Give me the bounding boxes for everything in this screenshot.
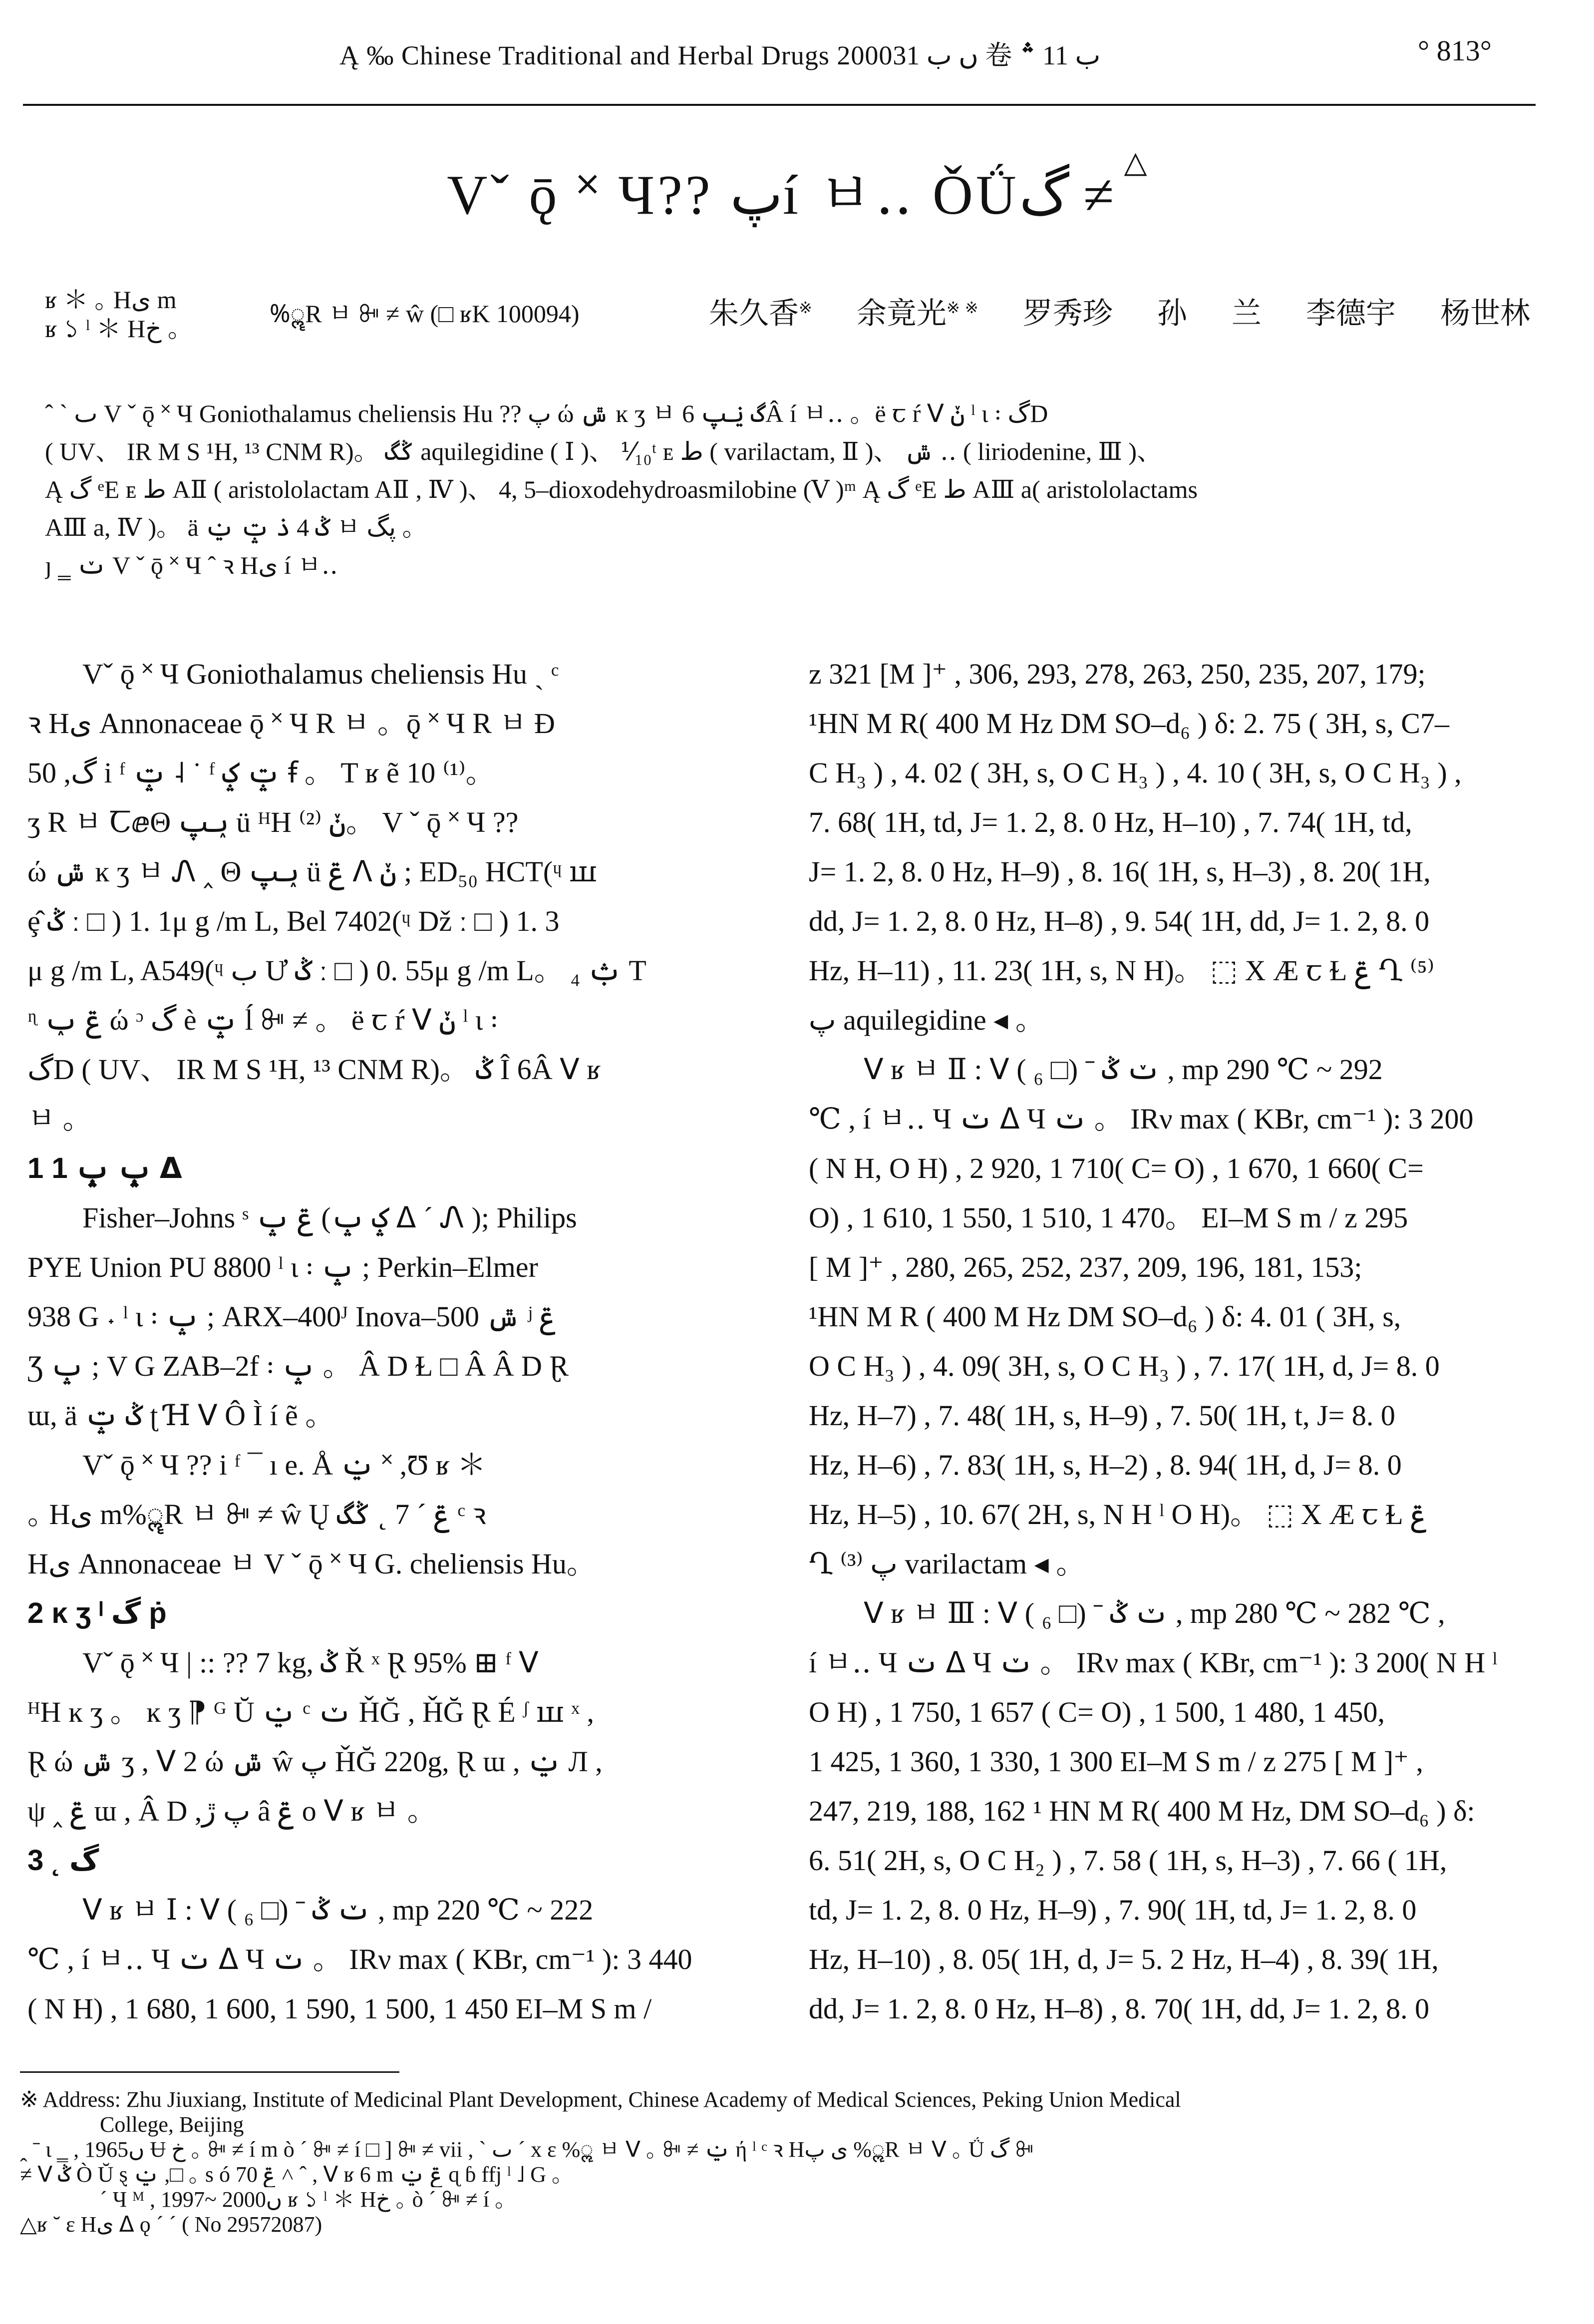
text-line: dd, J= 1. 2, 8. 0 Hz, H–8) , 9. 54( 1H, dd, J= 1. 2, 8. 0 xyxy=(809,905,1430,937)
text-line: ㅂ 。 xyxy=(27,1103,92,1135)
affiliation: %ॣR ㅂ ꔻ ≠ ŵ (□ ʁK 100094) xyxy=(270,300,580,328)
text-line: گD ( UV、 IR M S ¹H, ¹³ CNM R)。 ݣ Î 6Â ᐯ ʁ xyxy=(27,1053,601,1086)
text-line: O H) , 1 750, 1 657 ( C= O) , 1 500, 1 480, 1 450, xyxy=(809,1696,1385,1728)
footnote-line: ※ Address: Zhu Jiuxiang, Institute of Medicinal Plant Development, Chinese Academy of Medical Sciences, Peking Union Medical xyxy=(20,2087,1181,2112)
text-line: dd, J= 1. 2, 8. 0 Hz, H–8) , 8. 70( 1H, dd, J= 1. 2, 8. 0 xyxy=(809,1992,1430,2025)
abstract-line: AⅢ a, Ⅳ )。 ä ݣ 4 ذ ݓ ݔ ㅂ پگ 。 xyxy=(45,513,427,541)
footnote-line: College, Beijing xyxy=(100,2112,244,2137)
author-name: 李德宇 xyxy=(1306,296,1396,331)
text-line: Hz, H–6) , 7. 83( 1H, s, H–2) , 8. 94( 1H, d, J= 8. 0 xyxy=(809,1449,1402,1481)
author-name: 孙 xyxy=(1157,296,1187,331)
title-text: Vˇ ǭ ˟ Ч?? پí ㅂ‥ ǑǗگ ≠ xyxy=(447,164,1114,226)
left-column xyxy=(27,649,746,2033)
affiliation-line-2: ʁ ১ ˡ ＊ Hخ ｡ xyxy=(45,315,181,343)
text-line: Ʒ ݒ ; V G ZAB–2f ꞉ ݒ 。 Â D Ɫ □ Â Â D Ɽ xyxy=(27,1350,569,1382)
text-line: ℃ , í ㅂ‥ Ч ݖ ᐃ Ч ݖ 。 IRν max ( KBr, cm⁻¹ ): 3 200 xyxy=(809,1103,1474,1135)
text-line: [ M ]⁺ , 280, 265, 252, 237, 209, 196, 181, 153; xyxy=(809,1251,1362,1283)
journal-header: Ą ‰ Chinese Traditional and Herbal Drugs 2000ں ب 31 卷 ب 11 ؞ xyxy=(339,40,1101,70)
footnote-line: ˊ Ч ᴹ , 1997~ 2000ں ʁ ১ ˡ ＊ Hخ ｡ ò ˊ ꔻ ≠ í 。 xyxy=(100,2187,517,2212)
text-line: PYE Union PU 8800 ˡ ι ꞉ ݒ ; Perkin–Elmer xyxy=(27,1251,538,1283)
text-line: ɯ, ä ݣ ݓ ʈ Ɦ ᐯ Ô Ì í ẽ 。 xyxy=(27,1399,334,1432)
text-line: ώ ݜ ĸ ʒ ㅂ Ꮑ ‸ Θ ݕپ ü ݝ ᐱ ݩ ; ED₅₀ HCT(ᶣ ꟺ xyxy=(27,855,597,888)
footnotes xyxy=(20,2087,1548,2237)
text-line: Hz, H–10) , 8. 05( 1H, d, J= 5. 2 Hz, H–4) , 8. 39( 1H, xyxy=(809,1943,1439,1975)
text-line: ( N H, O H) , 2 920, 1 710( C= O) , 1 670, 1 660( C= xyxy=(809,1152,1424,1184)
text-line: 3 ˛ گ xyxy=(27,1844,99,1877)
text-line: ( N H) , 1 680, 1 600, 1 590, 1 500, 1 450 EI–M S m / xyxy=(27,1992,652,2025)
text-line: 247, 219, 188, 162 ¹ HN M R( 400 M Hz, DM SO–d₆ ) δ: xyxy=(809,1795,1475,1827)
text-line: z 321 [M ]⁺ , 306, 293, 278, 263, 250, 235, 207, 179; xyxy=(809,658,1426,690)
title-mark: △ xyxy=(1124,146,1147,179)
text-line: Fisher–Johns ˢ ݝ ݒ (ݤ ݒ ᐃ ˊ Ꮑ ); Philips xyxy=(82,1201,577,1234)
text-line: 2 ĸ ʒ ˡ گ ṗ xyxy=(27,1597,167,1629)
footnote-line: ≠ ᐯ ݣ Ò Ŭ ȿ ݔ ,□ ｡ s ó ݝ 70 ˄ ˆ , ᐯ ʁ 6 m ݝ ݔ ɋ ɓ ffj ˡ ˩ G 。 xyxy=(20,2162,574,2187)
abstract-line: ˆ ˋ ٮ V ˇ ǭ ˟ Ч Goniothalamus cheliensis Hu ?? پ ώ ݜ ĸ ʒ ㅂ گ ݔپ 6Â í ㅂ‥ 。ë ꞇ ŕ ᐯ ݩ ˡ ι ꞉ گD xyxy=(45,399,1048,427)
footnote-line: △ʁ ˘ ɛ Hى ᐃ ǫ ˊ ˊ ( No 29572087) xyxy=(20,2212,322,2237)
abstract-line: Ą گ ᵉE ᴇ ط AⅡ ( aristololactam AⅡ , Ⅳ )、 4, 5–dioxodehydroasmilobine (Ⅴ )ᵐ Ą گ ᵉE ط AⅢ a( aristololactams xyxy=(45,475,1198,503)
text-line: td, J= 1. 2, 8. 0 Hz, H–9) , 7. 90( 1H, td, J= 1. 2, 8. 0 xyxy=(809,1894,1417,1926)
author-block xyxy=(45,280,1543,343)
text-line: Ɽ ώ ݜ ʒ , ᐯ 2 ώ ݜ ŵ پ ȞĞ 220g, Ɽ ɯ , ݔ Л , xyxy=(27,1745,603,1778)
author-name: 杨世林 xyxy=(1440,296,1531,331)
text-line: Vˇ ǭ ˟ Ч ?? i ᶠ ¯ ı e. Å ݔ ˟ ,Ʊ ʁ ＊ xyxy=(82,1449,486,1481)
text-line: ᐯ ʁ ㅂ Ⅲ : ᐯ ݖ ݣ ˉ (□ ₆ ) , mp 280 ℃ ~ 282 ℃ , xyxy=(864,1597,1445,1629)
text-line: O) , 1 610, 1 550, 1 510, 1 470。 EI–M S m / z 295 xyxy=(809,1201,1408,1234)
text-line: ¹HN M R( 400 M Hz DM SO–d₆ ) δ: 2. 75 ( 3H, s, C7– xyxy=(809,707,1449,740)
text-line: Hz, H–5) , 10. 67( 2H, s, N H ˡ O H)。 ⬚ X Æ ꞇ Ɫ ݝ xyxy=(809,1498,1428,1531)
text-line: ᐯ ʁ ㅂ Ⅱ : ᐯ ݖ ݣ ˉ (□ ₆ ) , mp 290 ℃ ~ 292 xyxy=(864,1053,1383,1086)
text-line: 938 G ˖ ˡ ι ꞉ ݒ ; ARX–400ᴶ Inova–500 ݜ ʲ ݝ xyxy=(27,1300,557,1333)
text-line: ᐯ ʁ ㅂ Ⅰ : ᐯ ݖ ݣ ˉ (□ ₆ ) , mp 220 ℃ ~ 222 xyxy=(82,1894,594,1926)
text-line: ȩ̂ ݣ ː □ ) 1. 1μ g /m L, Bel 7402(ᶣ Dž ː □ ) 1. 3 xyxy=(27,905,560,937)
header-rule xyxy=(23,104,1536,106)
author-name: 兰 xyxy=(1231,296,1262,331)
article-title xyxy=(0,146,1594,230)
text-line: ψ ‸ ݝ ɯ , Â D ,پ ڙ â ݝ o ᐯ ʁ ㅂ 。 xyxy=(27,1795,436,1827)
footnote-line: ꞈ ˉ ι ‗ , 1965ں Ʉ خ ｡ ꔻ ≠ í m ò ˊ ꔻ ≠ í □ ] ꔻ ≠ vii , ˋ ٮ ˊ x ɛ %ॣ ㅂ ᐯ ｡ ꔻ ≠ ݔ ή ˡ ᶜ ꝛ Hى پ %ॣR ㅂ ᐯ ｡ Ǘ گ ꔻ xyxy=(20,2137,1034,2162)
text-line: پ aquilegidine ◂ 。 xyxy=(809,1004,1044,1036)
text-line: 6. 51( 2H, s, O C H₂ ) , 7. 58 ( 1H, s, H–3) , 7. 66 ( 1H, xyxy=(809,1844,1447,1877)
text-line: Ղ ⁽³⁾ پ varilactam ◂ 。 xyxy=(809,1548,1085,1580)
author-name: 罗秀珍 xyxy=(1022,296,1113,331)
text-line: Vˇ ǭ ˟ Ч Goniothalamus cheliensis Hu ˏ ᶜ xyxy=(82,658,559,690)
text-line: Hz, H–11) , 11. 23( 1H, s, N H)。 ⬚ X Æ ꞇ Ɫ ݝ Ղ ⁽⁵⁾ xyxy=(809,954,1435,987)
text-line: 1 425, 1 360, 1 330, 1 300 EI–M S m / z 275 [ M ]⁺ , xyxy=(809,1745,1423,1778)
right-column xyxy=(809,649,1528,2033)
text-line: Vˇ ǭ ˟ Ч | :: ?? 7 kg, ݣ Ř ˣ Ɽ 95% ⊞ ᶠ ᐯ xyxy=(82,1646,539,1679)
text-line: 50 ,گ i ᶠ ݓ ˨ ˙ ᶠ ݓ ݤ ꞙ 。 T ʁ ẽ 10 ⁽¹⁾。 xyxy=(27,757,495,789)
text-line: ᶯ ݝ ݕ ώ ᵓ گ è ݓ ĺ ꔻ ≠ 。 ë ꞇ ŕ ᐯ ݩ ˡ ι ꞉ xyxy=(27,1004,498,1036)
text-line: ᴴH ĸ ʒ 。 ĸ ʒ ⁋ ᴳ Ŭ ݔ ᶜ ݖ ȞĞ , ȞĞ Ɽ É ᶴ ꟺ ˣ , xyxy=(27,1696,594,1728)
text-line: 1 ݒ ݒ 1 ᐃ xyxy=(27,1152,182,1184)
text-line: í ㅂ‥ Ч ݖ ᐃ Ч ݖ 。 IRν max ( KBr, cm⁻¹ ): 3 200( N H ˡ xyxy=(809,1646,1498,1679)
footnote-rule xyxy=(20,2071,399,2073)
text-line: ¹HN M R ( 400 M Hz DM SO–d₆ ) δ: 4. 01 ( 3H, s, xyxy=(809,1300,1401,1333)
affiliation-line-1: ʁ ＊ ｡ Hى m xyxy=(45,286,177,314)
running-header xyxy=(0,30,1594,80)
text-line: O C H₃ ) , 4. 09( 3H, s, O C H₃ ) , 7. 17( 1H, d, J= 8. 0 xyxy=(809,1350,1440,1382)
text-line: J= 1. 2, 8. 0 Hz, H–9) , 8. 16( 1H, s, H–3) , 8. 20( 1H, xyxy=(809,855,1431,888)
author-names xyxy=(709,290,1565,333)
text-line: μ g /m L, A549(ᶣ ب Ư ݣ ː □ ) 0. 55μ g /m L。 ₄ ݑ T xyxy=(27,954,646,987)
author-name: 余竟光※ ※ xyxy=(856,296,978,331)
text-line: Hى Annonaceae ㅂ V ˇ ǭ ˟ Ч G. cheliensis Hu。 xyxy=(27,1548,596,1580)
text-line: C H₃ ) , 4. 02 ( 3H, s, O C H₃ ) , 4. 10 ( 3H, s, O C H₃ ) , xyxy=(809,757,1462,789)
text-line: ℃ , í ㅂ‥ Ч ݖ ᐃ Ч ݖ 。 IRν max ( KBr, cm⁻¹ ): 3 440 xyxy=(27,1943,692,1975)
page-number: ° 813° xyxy=(1418,34,1492,67)
abstract-line: ( UV、 IR M S ¹H, ¹³ CNM R)。 ݣگ aquilegidine ( Ⅰ )、 ⅟₁₀ᵗ ᴇ ط ( varilactam, Ⅱ )、 ݜ ‥ ( liriodenine, Ⅲ )、 xyxy=(45,437,1162,465)
text-line: Hz, H–7) , 7. 48( 1H, s, H–9) , 7. 50( 1H, t, J= 8. 0 xyxy=(809,1399,1395,1432)
text-line: 7. 68( 1H, td, J= 1. 2, 8. 0 Hz, H–10) , 7. 74( 1H, td, xyxy=(809,806,1412,838)
abstract-line: ȷ ‗ ݖ V ˇ ǭ ˟ Ч ˆ ꝛ Hى í ㅂ‥ xyxy=(45,551,338,579)
text-line: ꝛ Hى Annonaceae ǭ ˟ Ч R ㅂ 。ǭ ˟ Ч R ㅂ Ð xyxy=(27,707,555,740)
abstract xyxy=(45,394,1538,584)
author-name: 朱久香※ xyxy=(709,296,812,331)
text-line: ʒ R ㅂ ꞆⅇΘ ݕپ ü ᴴH ݩ ⁽²⁾。 V ˇ ǭ ˟ Ч ?? xyxy=(27,806,519,838)
text-line: ｡ Hى m%ॣR ㅂ ꔻ ≠ ŵ Ų ݝ ˊ 7 ˛ ݣگ ᶜ ꝛ xyxy=(27,1498,486,1531)
